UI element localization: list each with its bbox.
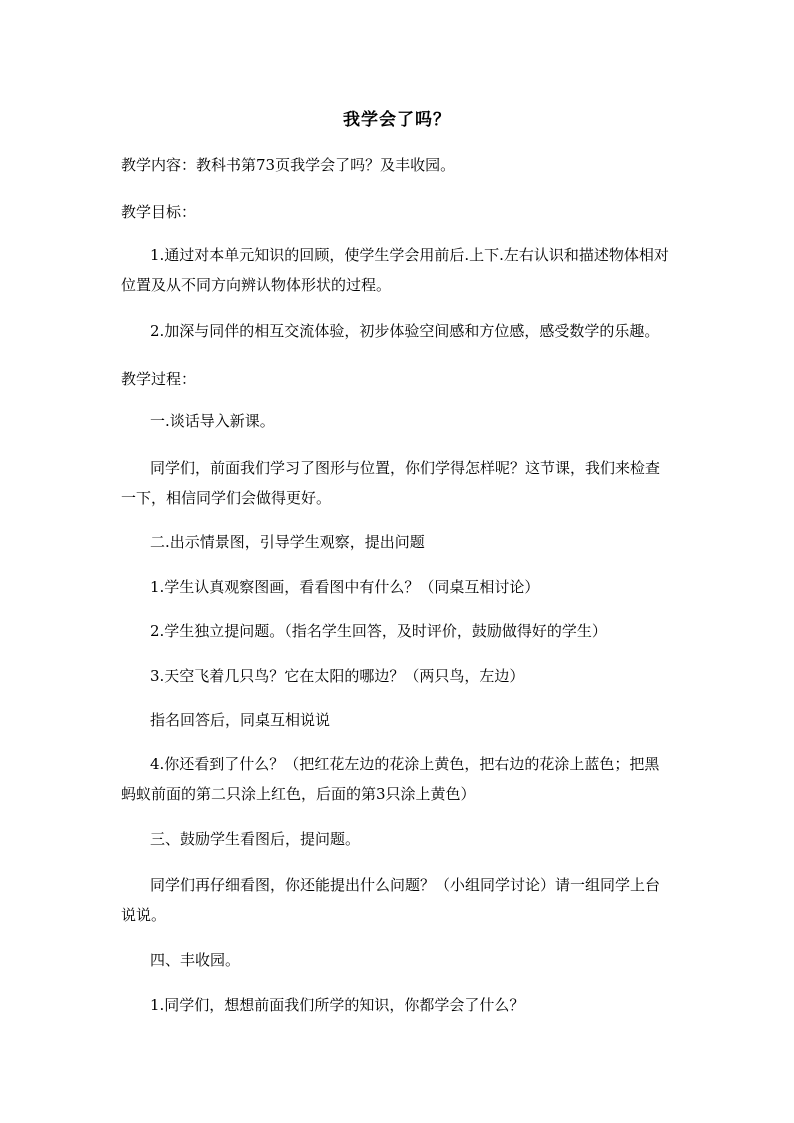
paragraph-review-question: 1.同学们，想想前面我们所学的知识，你都学会了什么？: [150, 996, 525, 1014]
paragraph-section-3: 三、鼓励学生看图后，提问题。: [150, 830, 361, 848]
paragraph-intro-talk: 同学们，前面我们学习了图形与位置，你们学得怎样呢？这节课，我们来检查一下，相信同学们会做得更好。: [121, 459, 661, 507]
paragraph-step-4: 4.你还看到了什么？（把红花左边的花涂上黄色，把右边的花涂上蓝色；把黑蚂蚁前面的第二只涂上红色，后面的第3只涂上黄色）: [121, 755, 660, 803]
paragraph-teaching-content: 教学内容：教科书第73页我学会了吗？及丰收园。: [121, 156, 456, 174]
paragraph-teaching-goals-heading: 教学目标：: [121, 203, 197, 221]
paragraph-section-1: 一.谈话导入新课。: [150, 412, 275, 430]
paragraph-section-2: 二.出示情景图，引导学生观察，提出问题: [150, 533, 425, 551]
document-title: 我学会了吗？: [343, 110, 451, 130]
paragraph-step-3-followup: 指名回答后，同桌互相说说: [150, 711, 331, 729]
paragraph-step-3: 3.天空飞着几只鸟？它在太阳的哪边？（两只鸟，左边）: [150, 667, 525, 685]
paragraph-section-4: 四、丰收园。: [150, 951, 241, 969]
paragraph-teaching-process-heading: 教学过程：: [121, 370, 197, 388]
paragraph-step-1: 1.学生认真观察图画，看看图中有什么？（同桌互相讨论）: [150, 578, 540, 596]
paragraph-goal-1: 1.通过对本单元知识的回顾，使学生学会用前后.上下.左右认识和描述物体相对位置及从不同方向辨认物体形状的过程。: [121, 246, 669, 294]
paragraph-goal-2: 2.加深与同伴的相互交流体验，初步体验空间感和方位感，感受数学的乐趣。: [150, 322, 660, 340]
paragraph-look-again: 同学们再仔细看图，你还能提出什么问题？（小组同学讨论）请一组同学上台说说。: [121, 876, 661, 924]
paragraph-step-2: 2.学生独立提问题。（指名学生回答，及时评价，鼓励做得好的学生）: [150, 622, 607, 640]
